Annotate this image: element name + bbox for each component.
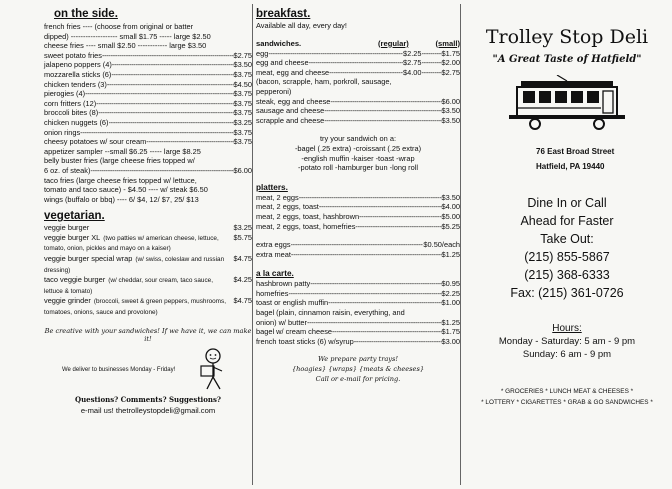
vegetarian-item [44,233,252,254]
item-description: (w/ cheddar, sour cream, taco sauce, lettuce & tomato) [44,277,214,295]
item-name: scrapple and cheese [256,115,325,125]
item-price: $3.25 [233,117,252,127]
vegetarian-item [44,275,252,296]
alacarte-item [256,298,460,308]
item-name: broccoli bites (8) [44,108,99,118]
hours-sunday: Sunday: 6 am - 9 pm [522,349,612,360]
menu-item [44,60,252,70]
dot-leader [109,118,234,128]
dot-leader [422,49,442,59]
dot-leader [112,60,234,70]
item-name: meat, 2 eggs, toast, homefries [256,221,356,231]
item-name: extra meat [256,249,291,259]
party-trays: We prepare party trays! [317,355,399,364]
sandwich-item [256,49,460,59]
menu-line: belly buster fries (large cheese fries topped w/ [44,156,195,166]
dot-leader [355,222,441,232]
menu-line: french fries ---- (choose from original or batter [44,22,194,31]
regular-price: $2.25 [403,48,422,58]
menu-item [44,51,252,61]
item-name: cheesy potatoes w/ sour cream [44,137,147,147]
extra-item [256,250,460,260]
column-breakfast [256,8,460,384]
contact-line: (215) 855-5867 [524,250,610,264]
platter-list [256,193,460,231]
vegetarian-item [44,296,252,317]
dot-leader [98,108,233,118]
item-name: meat, 2 eggs [256,192,299,202]
platter-item [256,202,460,212]
menu-item [44,108,252,118]
menu-item [44,70,252,80]
menu-line: tomato and taco sauce) - $4.50 ---- w/ steak $6.50 [44,185,208,195]
item-name: sweet potato fries [44,50,102,60]
item-price: $3.75 [233,137,252,147]
item-price: $4.50 [233,79,252,89]
dot-leader [309,58,403,68]
dot-leader [422,58,442,68]
delivery-block [44,347,252,393]
item-description: (two patties w/ american cheese, lettuce, tomato, onion, pickles and mayo on a kaiser) [44,234,219,253]
dot-leader [319,202,442,212]
menu-line: dipped) ------------------- small $1.75 ----- large $2.50 [44,31,211,41]
sandwich-item [256,68,460,78]
item-price: $0.50/each [423,240,460,250]
column-deli-info [462,26,672,408]
deli-title: Trolley Stop Deli [485,26,649,48]
alacarte-item [256,327,460,337]
item-name: pierogies (4) [44,89,86,99]
item-name: veggie grinder [44,296,91,306]
item-name: toast or english muffin [256,298,329,308]
item-name: chicken nuggets (6) [44,117,109,127]
trolley-icon [507,75,627,131]
extra-item [256,240,460,250]
delivery-person-icon [196,347,230,393]
dot-leader [90,166,233,176]
item-name: veggie burger [44,223,90,233]
dot-leader [307,318,442,328]
sides-list [44,22,252,204]
sandwich-item [256,106,460,116]
regular-price: $4.00 [403,67,422,77]
dot-leader [107,80,234,90]
questions-text: Questions? Comments? Suggestions? [74,394,222,404]
dot-leader [354,337,442,347]
vegetarian-list [44,223,252,317]
extra-items-list [256,240,460,259]
item-name: meat, egg and cheese [256,67,330,77]
regular-column-label: (regular) [378,38,409,48]
dot-leader [299,193,442,203]
dot-leader [268,49,403,59]
sandwich-item [256,116,460,126]
item-price: $4.00 [441,202,460,212]
dot-leader [288,289,441,299]
item-name: corn fritters (12) [44,98,97,108]
small-price: $2.75 [441,67,460,77]
hours-weekday: Monday - Saturday: 5 am - 9 pm [498,336,636,347]
contact-line: Dine In or Call [527,196,607,210]
alacarte-list [256,279,460,308]
item-price: $6.00 [233,165,252,175]
platter-item [256,222,460,232]
item-name: 6 oz. of steak) [44,165,91,175]
menu-item [44,89,252,99]
bagel-line: bagel (plain, cinnamon raisin, everything, and [256,308,405,318]
item-price: $1.25 [441,317,460,327]
email-link[interactable]: e-mail us! thetrolleystopdeli@gmail.com [80,405,216,415]
contact-line: (215) 368-6333 [524,268,610,282]
contact-line: Take Out: [540,232,594,246]
item-price: $5.25 [441,221,460,231]
services-line: * LOTTERY * CIGARETTES * GRAB & GO SANDWICHES * [481,399,653,406]
meat-note: pepperoni) [256,86,292,96]
dot-leader [330,97,441,107]
item-name: egg [256,48,269,58]
item-name: chicken tenders (3) [44,79,107,89]
item-price: $4.75 [233,254,252,264]
item-price: $3.50 [233,60,252,70]
item-price: $1.25 [441,249,460,259]
party-trays: {hoagies} {wraps} {meats & cheeses} [291,365,425,374]
on-the-side-heading: on the side. [54,8,118,20]
dot-leader [80,128,233,138]
hours-heading: Hours: [552,323,582,334]
menu-line: wings (buffalo or bbq) ---- 6/ $4, 12/ $7, 25/ $13 [44,194,199,204]
column-sides [44,8,252,415]
dot-leader [324,106,441,116]
dot-leader [96,99,233,109]
item-name: mozzarella sticks (6) [44,69,112,79]
item-name: homefries [256,288,289,298]
column-divider [252,4,253,485]
contact-line: Fax: (215) 361-0726 [510,286,624,300]
breakfast-subheading: Available all day, every day! [256,21,347,30]
services-line: * GROCERIES * LUNCH MEAT & CHEESES * [500,388,634,395]
item-name: veggie burger XL [44,232,101,242]
bread-options: -bagel (.25 extra) -croissant (.25 extra) [294,143,422,153]
breakfast-heading: breakfast. [256,8,311,20]
alacarte-heading: a la carte. [256,269,294,279]
item-name: jalapeno poppers (4) [44,60,112,70]
item-price: $3.75 [233,98,252,108]
item-price: $1.00 [441,298,460,308]
alacarte-item [256,289,460,299]
menu-item [44,128,252,138]
small-price: $2.00 [441,58,460,68]
item-price: $6.00 [441,96,460,106]
column-divider [460,4,461,485]
item-name: taco veggie burger [44,275,106,285]
bread-options: -english muffin -kaiser -toast -wrap [301,153,415,163]
small-price: $1.75 [441,48,460,58]
menu-item [44,80,252,90]
item-name: hashbrown patty [256,279,311,289]
item-price: $3.00 [441,336,460,346]
menu-item [44,118,252,128]
dot-leader [291,250,442,260]
dot-leader [111,70,233,80]
item-price: $3.50 [441,115,460,125]
item-price: $5.75 [233,232,252,242]
dot-leader [102,51,234,61]
dot-leader [328,298,441,308]
vegetarian-item [44,223,252,233]
dot-leader [146,137,233,147]
party-trays: Call or e-mail for pricing. [315,375,401,384]
alacarte-list [256,318,460,347]
item-price: $3.75 [233,89,252,99]
dot-leader [332,327,442,337]
platter-item [256,193,460,203]
item-price: $2.25 [441,288,460,298]
item-name: onion rings [44,127,81,137]
item-price: $0.95 [441,279,460,289]
item-name: bagel w/ cream cheese [256,327,332,337]
item-description: (broccoli, sweet & green peppers, mushrooms, tomatoes, onions, sauce and provolone) [44,298,226,317]
item-price: $3.25 [233,223,252,233]
item-price: $5.00 [441,211,460,221]
deliver-note: We deliver to businesses Monday - Friday! [62,366,176,373]
item-name: steak, egg and cheese [256,96,331,106]
sandwiches-header [256,39,460,49]
extras-list [256,97,460,126]
address-street: 76 East Broad Street [536,147,615,156]
item-name: meat, 2 eggs, toast [256,202,319,212]
alacarte-item [256,318,460,328]
sandwich-list [256,49,460,78]
creative-note: Be creative with your sandwiches! If we have it, we can make it! [44,326,252,343]
item-name: meat, 2 eggs, toast, hashbrown [256,211,360,221]
item-price: $3.50 [441,106,460,116]
alacarte-item [256,337,460,347]
item-price: $3.75 [233,108,252,118]
dot-leader [422,68,442,78]
menu-item [44,137,252,147]
dot-leader [359,212,441,222]
item-name: egg and cheese [256,58,309,68]
item-price: $3.50 [441,192,460,202]
item-name: extra eggs [256,240,291,250]
item-name: onion) w/ butter [256,317,307,327]
sandwich-item [256,97,460,107]
sandwiches-heading: sandwiches. [256,38,302,48]
item-price: $1.75 [441,327,460,337]
try-line: try your sandwich on a: [320,134,396,144]
menu-item [44,166,252,176]
item-name: veggie burger special wrap [44,254,133,264]
sandwich-item [256,58,460,68]
platters-heading: platters. [256,182,288,192]
menu-line: cheese fries ---- small $2.50 ------------ large $3.50 [44,41,207,51]
menu-line: appetizer sampler --small $6.25 ----- large $8.25 [44,146,201,156]
vegetarian-heading: vegetarian. [44,210,105,223]
item-price: $3.75 [233,69,252,79]
bread-options: -potato roll -hamburger bun -long roll [298,163,418,173]
dot-leader [329,68,403,78]
menu-item [44,99,252,109]
item-name: french toast sticks (6) w/syrup [256,336,354,346]
address-city: Hatfield, PA 19440 [536,162,605,171]
item-price: $4.75 [233,296,252,306]
item-price: $2.75 [233,50,252,60]
regular-price: $2.75 [403,58,422,68]
vegetarian-item [44,254,252,275]
contact-block [462,194,672,302]
dot-leader [324,116,441,126]
deli-tagline: "A Great Taste of Hatfield" [492,54,642,65]
item-description: (w/ swiss, coleslaw and russian dressing) [44,256,225,274]
alacarte-item [256,279,460,289]
item-name: sausage and cheese [256,106,325,116]
item-price: $3.75 [233,127,252,137]
contact-line: Ahead for Faster [520,214,614,228]
dot-leader [310,279,441,289]
small-column-label: (small) [435,38,460,48]
dot-leader [85,89,233,99]
dot-leader [291,240,424,250]
menu-line: taco fries (large cheese fries topped w/ lettuce, [44,175,197,185]
item-price: $4.25 [233,275,252,285]
meat-note: (bacon, scrapple, ham, porkroll, sausage, [256,77,392,87]
platter-item [256,212,460,222]
